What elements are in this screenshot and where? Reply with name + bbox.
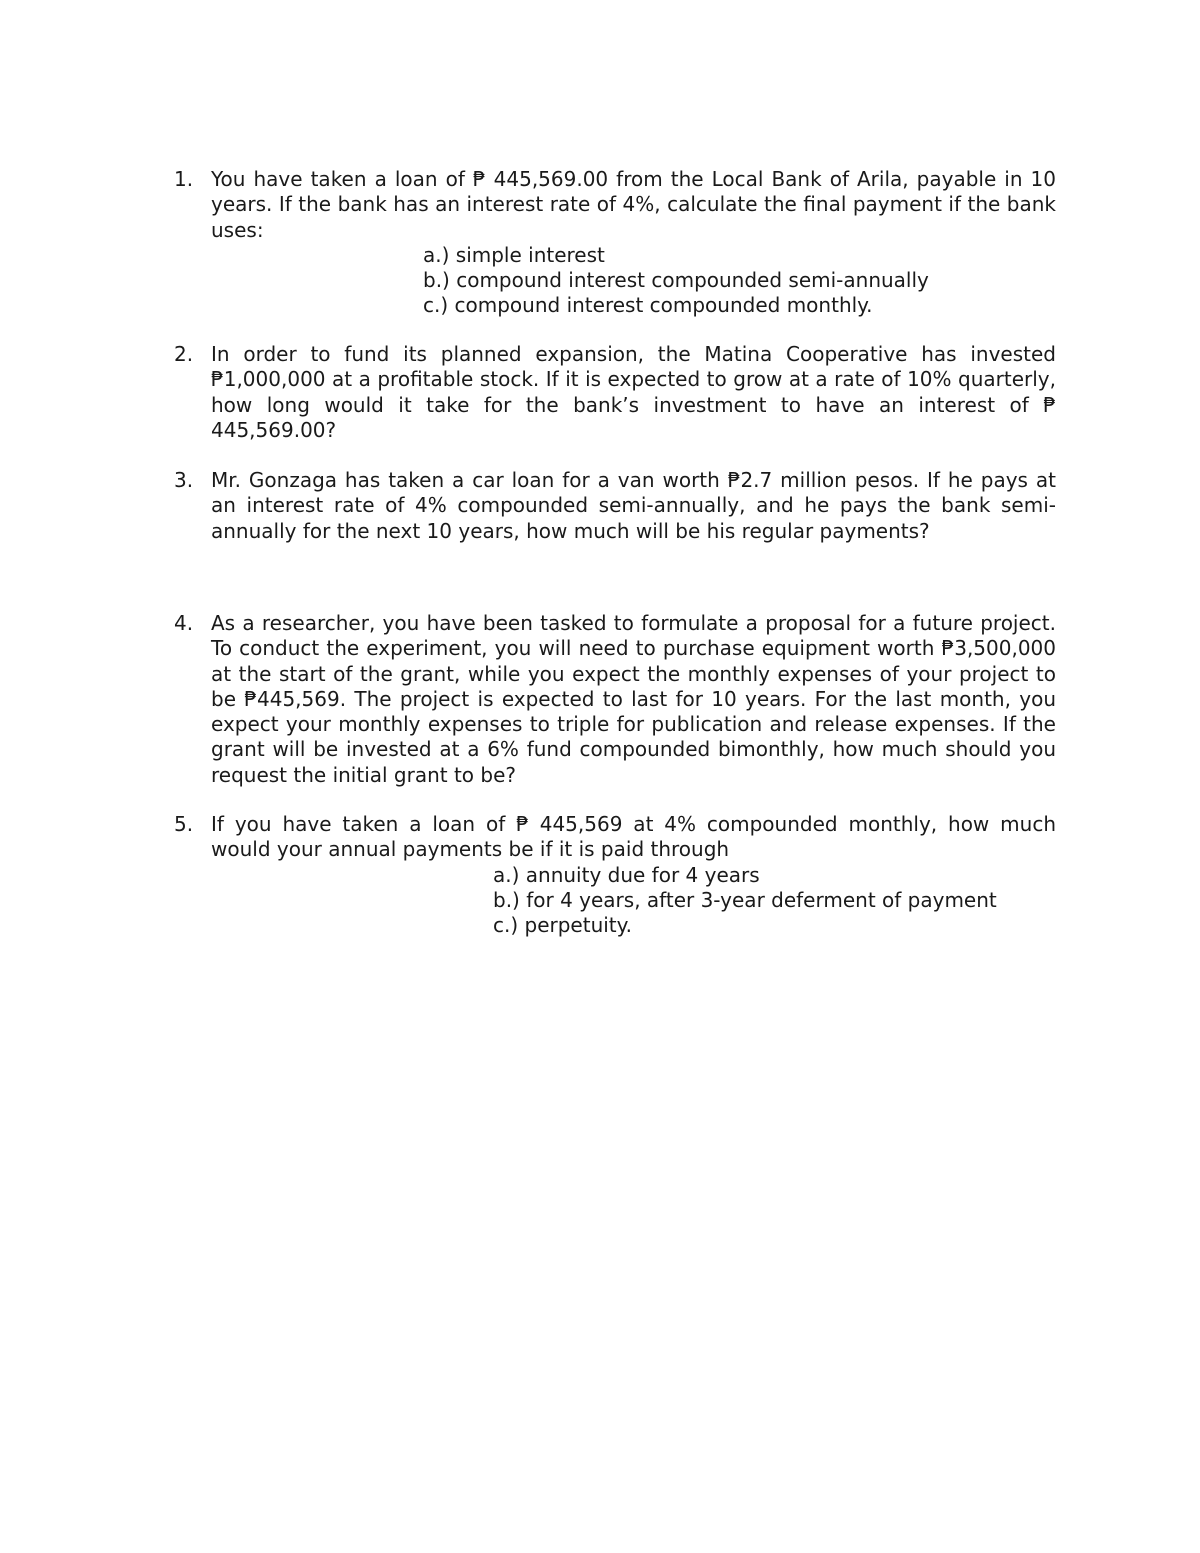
sub-item-list [423, 243, 1056, 319]
sub-item-list [493, 863, 1056, 939]
question-number: 5. [174, 812, 194, 836]
question-4 [174, 611, 1056, 788]
question-2 [174, 342, 1056, 443]
question-number: 1. [174, 167, 194, 191]
sub-item: b.) for 4 years, after 3-year deferment of payment [493, 887, 997, 912]
question-text: As a researcher, you have been tasked to formulate a proposal for a future project. To conduct the experiment, you will need to purchase equipment worth ₱3,500,000 at the start of the grant, while you expect the monthly expenses of your project to be ₱445,569. The project is expected to last for 10 years. For the last month, you expect your monthly expenses to triple for publication and release expenses. If the grant will be invested at a 6% fund compounded bimonthly, how much should you request the initial grant to be? [211, 611, 1056, 787]
question-number: 3. [174, 468, 194, 492]
question-text: Mr. Gonzaga has taken a car loan for a van worth ₱2.7 million pesos. If he pays at an interest rate of 4% compounded semi-annually, and he pays the bank semi-annually for the next 10 years, how much will be his regular payments? [211, 468, 1056, 543]
sub-item: c.) compound interest compounded monthly. [423, 293, 873, 318]
question-1 [174, 167, 1056, 319]
sub-item: b.) compound interest compounded semi-annually [423, 268, 929, 293]
sub-item: a.) simple interest [423, 242, 605, 267]
question-text: You have taken a loan of ₱ 445,569.00 from the Local Bank of Arila, payable in 10 years. If the bank has an interest rate of 4%, calculate the final payment if the bank uses: [211, 167, 1056, 242]
question-3 [174, 468, 1056, 544]
sub-item: c.) perpetuity. [493, 913, 632, 938]
question-5 [174, 812, 1056, 938]
sub-item: a.) annuity due for 4 years [493, 862, 760, 887]
question-number: 4. [174, 611, 194, 635]
question-number: 2. [174, 342, 194, 366]
question-text: If you have taken a loan of ₱ 445,569 at 4% compounded monthly, how much would your annual payments be if it is paid through [211, 812, 1056, 862]
question-text: In order to fund its planned expansion, the Matina Cooperative has invested ₱1,000,000 at a profitable stock. If it is expected to grow at a rate of 10% quarterly, how long would it take for the bank’s investment to have an interest of ₱ 445,569.00? [211, 342, 1056, 442]
